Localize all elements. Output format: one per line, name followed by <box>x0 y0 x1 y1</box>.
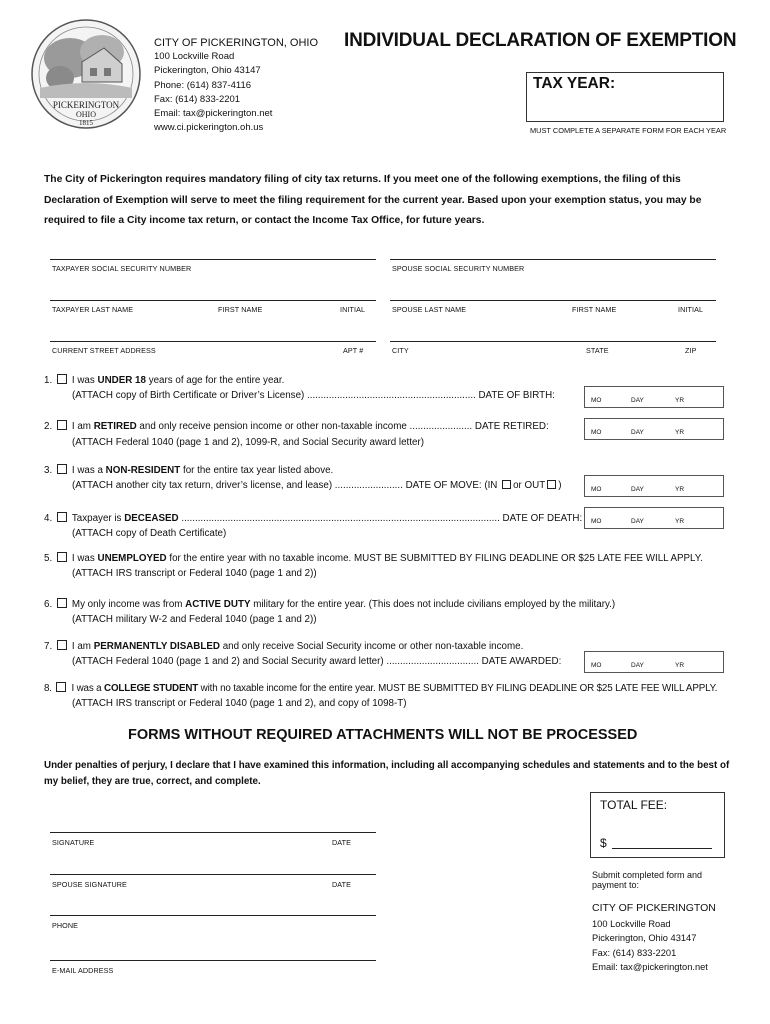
day-label: DAY <box>631 429 644 436</box>
day-label: DAY <box>631 397 644 404</box>
item-keyword: UNEMPLOYED <box>97 553 167 564</box>
date-awarded-field[interactable] <box>584 651 724 673</box>
item-text: I am <box>71 421 94 432</box>
item-text: for the entire tax year listed above. <box>180 465 334 476</box>
spouse-date-label: DATE <box>332 880 352 889</box>
active-duty-checkbox[interactable] <box>57 598 67 608</box>
item-text: My only income was from <box>71 599 186 610</box>
mo-label: MO <box>591 486 602 493</box>
spouse-ssn-field[interactable] <box>390 259 716 260</box>
item-attachment-note: (ATTACH Federal 1040 (page 1 and 2) and Social Security award letter) .................................. DATE AWARDED: <box>72 656 562 667</box>
item-text: I was <box>71 553 98 564</box>
spouse-name-field[interactable] <box>390 300 716 301</box>
intro-paragraph: The City of Pickerington requires mandatory filing of city tax returns. If you meet one of the following exemptions, the filing of this Declaration of Exemption will serve to meet the filing requirement for the current year. Based upon your exemption status, you may be required to file a City income tax return, or contact the Income Tax Office, for future years. <box>44 174 702 226</box>
phone-line: Phone: (614) 837-4116 <box>154 79 252 91</box>
spouse-signature-label: SPOUSE SIGNATURE <box>52 880 127 889</box>
item-keyword: RETIRED <box>93 421 137 432</box>
item-keyword: ACTIVE DUTY <box>185 599 251 610</box>
item-text: ..................................................................................................................... DATE OF DEATH: <box>178 513 583 524</box>
exemption-item-disabled <box>44 640 523 653</box>
item-number: 7. <box>44 641 53 652</box>
exemption-item-deceased <box>44 512 582 525</box>
item-number: 8. <box>44 683 52 694</box>
item-keyword: PERMANENTLY DISABLED <box>93 641 220 652</box>
item-text: and only receive pension income or other non-taxable income ....................... DATE RETIRED: <box>136 421 549 432</box>
yr-label: YR <box>675 486 685 493</box>
payee-fax-line: Fax: (614) 833-2201 <box>592 947 677 958</box>
item-attachment-note: (ATTACH Federal 1040 (page 1 and 2), 1099-R, and Social Security award letter) <box>72 437 424 448</box>
non-resident-checkbox[interactable] <box>57 464 67 474</box>
yr-label: YR <box>675 662 685 669</box>
signature-label: SIGNATURE <box>52 838 95 847</box>
email-field[interactable] <box>50 960 376 961</box>
under-18-checkbox[interactable] <box>57 374 67 384</box>
payee-name: CITY OF PICKERINGTON <box>592 902 716 914</box>
date-of-birth-field[interactable] <box>584 386 724 408</box>
payee-address <box>592 917 708 974</box>
form-title: INDIVIDUAL DECLARATION OF EXEMPTION <box>344 30 737 51</box>
attachments-warning: FORMS WITHOUT REQUIRED ATTACHMENTS WILL NOT BE PROCESSED <box>128 727 638 743</box>
deceased-checkbox[interactable] <box>57 512 67 522</box>
street-address-field[interactable] <box>50 341 376 342</box>
signature-field[interactable] <box>50 832 376 833</box>
tax-year-label: TAX YEAR: <box>533 75 616 92</box>
exemption-item-non-resident <box>44 464 333 477</box>
item-text: for the entire year with no taxable income. MUST BE SUBMITTED BY FILING DEADLINE OR $25 LATE FEE WILL APPLY. <box>166 553 703 564</box>
submit-note-line: Submit completed form and <box>592 870 703 880</box>
total-fee-input[interactable] <box>612 848 712 849</box>
fax-line: Fax: (614) 833-2201 <box>154 93 241 105</box>
svg-text:PICKERINGTON: PICKERINGTON <box>52 100 120 110</box>
apt-label: APT # <box>343 346 364 355</box>
exemption-item-under-18 <box>44 374 284 387</box>
mo-label: MO <box>591 397 602 404</box>
exemption-item-unemployed <box>44 552 703 565</box>
submit-instructions <box>592 870 702 890</box>
spouse-first-name-label: FIRST NAME <box>572 305 617 314</box>
spouse-ssn-label: SPOUSE SOCIAL SECURITY NUMBER <box>392 264 525 273</box>
or-out-label: or OUT <box>513 480 546 491</box>
item-keyword: DECEASED <box>124 513 179 524</box>
payee-address-line: 100 Lockville Road <box>592 919 671 929</box>
first-name-label: FIRST NAME <box>218 305 263 314</box>
item-text: military for the entire year. (This does not include civilians employed by the military.) <box>250 599 616 610</box>
exemption-item-retired <box>44 420 549 433</box>
total-fee-label: TOTAL FEE: <box>600 798 668 812</box>
street-address-label: CURRENT STREET ADDRESS <box>52 346 156 355</box>
dollar-sign: $ <box>600 836 607 850</box>
item-keyword: COLLEGE STUDENT <box>104 683 199 694</box>
item-keyword: NON-RESIDENT <box>105 465 181 476</box>
email-label: E-MAIL ADDRESS <box>52 966 114 975</box>
taxpayer-ssn-label: TAXPAYER SOCIAL SECURITY NUMBER <box>52 264 192 273</box>
college-student-checkbox[interactable] <box>56 682 66 692</box>
phone-label: PHONE <box>52 921 79 930</box>
perjury-statement: Under penalties of perjury, I declare that I have examined this information, including all accompanying schedules and statements and to the best of my belief, they are true, correct, and complete. <box>44 760 730 787</box>
item-text: I was a <box>71 465 106 476</box>
item-number: 3. <box>44 465 53 476</box>
email-line: Email: tax@pickerington.net <box>154 108 273 120</box>
item-text: I was <box>71 375 98 386</box>
disabled-checkbox[interactable] <box>57 640 67 650</box>
item-attachment-note: (ATTACH IRS transcript or Federal 1040 (page 1 and 2), and copy of 1098-T) <box>72 698 407 709</box>
item-attachment-note: (ATTACH copy of Birth Certificate or Driver’s License) .............................................................. DATE OF BIRTH: <box>72 390 555 401</box>
zip-label: ZIP <box>685 346 697 355</box>
date-of-death-field[interactable] <box>584 507 724 529</box>
item-text: I was a <box>71 683 105 694</box>
city-contact-block <box>154 36 318 135</box>
payee-address-line: Pickerington, Ohio 43147 <box>592 933 697 944</box>
item-number: 5. <box>44 553 53 564</box>
tax-year-note: MUST COMPLETE A SEPARATE FORM FOR EACH YEAR <box>530 126 727 135</box>
day-label: DAY <box>631 662 644 669</box>
unemployed-checkbox[interactable] <box>57 552 67 562</box>
city-state-zip-field[interactable] <box>390 341 716 342</box>
item-number: 2. <box>44 421 53 432</box>
state-label: STATE <box>586 346 609 355</box>
yr-label: YR <box>675 397 685 404</box>
spouse-last-name-label: SPOUSE LAST NAME <box>392 305 467 314</box>
spouse-initial-label: INITIAL <box>678 305 704 314</box>
item-text: and only receive Social Security income or other non-taxable income. <box>219 641 524 652</box>
item-number: 6. <box>44 599 53 610</box>
item-number: 4. <box>44 513 53 524</box>
exemption-item-active-duty <box>44 598 615 611</box>
item-keyword: UNDER 18 <box>97 375 146 386</box>
yr-label: YR <box>675 429 685 436</box>
city-name: CITY OF PICKERINGTON, OHIO <box>154 37 319 49</box>
retired-checkbox[interactable] <box>57 420 67 430</box>
mo-label: MO <box>591 429 602 436</box>
svg-text:1815: 1815 <box>79 119 93 127</box>
taxpayer-ssn-field[interactable] <box>50 259 376 260</box>
move-out-checkbox[interactable] <box>547 480 556 489</box>
taxpayer-last-name-label: TAXPAYER LAST NAME <box>52 305 134 314</box>
item-number: 1. <box>44 375 53 386</box>
item-text: with no taxable income for the entire year. MUST BE SUBMITTED BY FILING DEADLINE OR $25 LATE FEE WILL APPLY. <box>198 683 718 694</box>
city-seal-logo <box>30 18 142 130</box>
move-in-checkbox[interactable] <box>502 480 511 489</box>
yr-label: YR <box>675 518 685 525</box>
signature-date-label: DATE <box>332 838 352 847</box>
item-text: I am <box>71 641 94 652</box>
payee-email-line: Email: tax@pickerington.net <box>592 961 708 972</box>
date-of-move-field[interactable] <box>584 475 724 497</box>
item-attachment-note <box>72 480 562 492</box>
initial-label: INITIAL <box>340 305 366 314</box>
day-label: DAY <box>631 518 644 525</box>
phone-field[interactable] <box>50 915 376 916</box>
item-attachment-note: (ATTACH copy of Death Certificate) <box>72 528 227 539</box>
close-paren: ) <box>558 480 562 491</box>
taxpayer-name-field[interactable] <box>50 300 376 301</box>
svg-text:OHIO: OHIO <box>76 110 96 119</box>
submit-note-line: payment to: <box>592 880 640 890</box>
item-text: years of age for the entire year. <box>145 375 285 386</box>
mo-label: MO <box>591 662 602 669</box>
spouse-signature-field[interactable] <box>50 874 376 875</box>
date-retired-field[interactable] <box>584 418 724 440</box>
item-text: Taxpayer is <box>71 513 125 524</box>
website-line: www.ci.pickerington.oh.us <box>154 122 264 134</box>
item-text: (ATTACH another city tax return, driver’s license, and lease) ......................... DATE OF MOVE: (IN <box>72 480 498 491</box>
day-label: DAY <box>631 486 644 493</box>
item-attachment-note: (ATTACH IRS transcript or Federal 1040 (page 1 and 2)) <box>72 568 317 579</box>
address-line: Pickerington, Ohio 43147 <box>154 65 261 77</box>
item-attachment-note: (ATTACH military W-2 and Federal 1040 (page 1 and 2)) <box>72 614 317 625</box>
mo-label: MO <box>591 518 602 525</box>
city-label: CITY <box>392 346 409 355</box>
address-line: 100 Lockville Road <box>154 51 235 63</box>
exemption-item-college-student <box>44 682 717 695</box>
